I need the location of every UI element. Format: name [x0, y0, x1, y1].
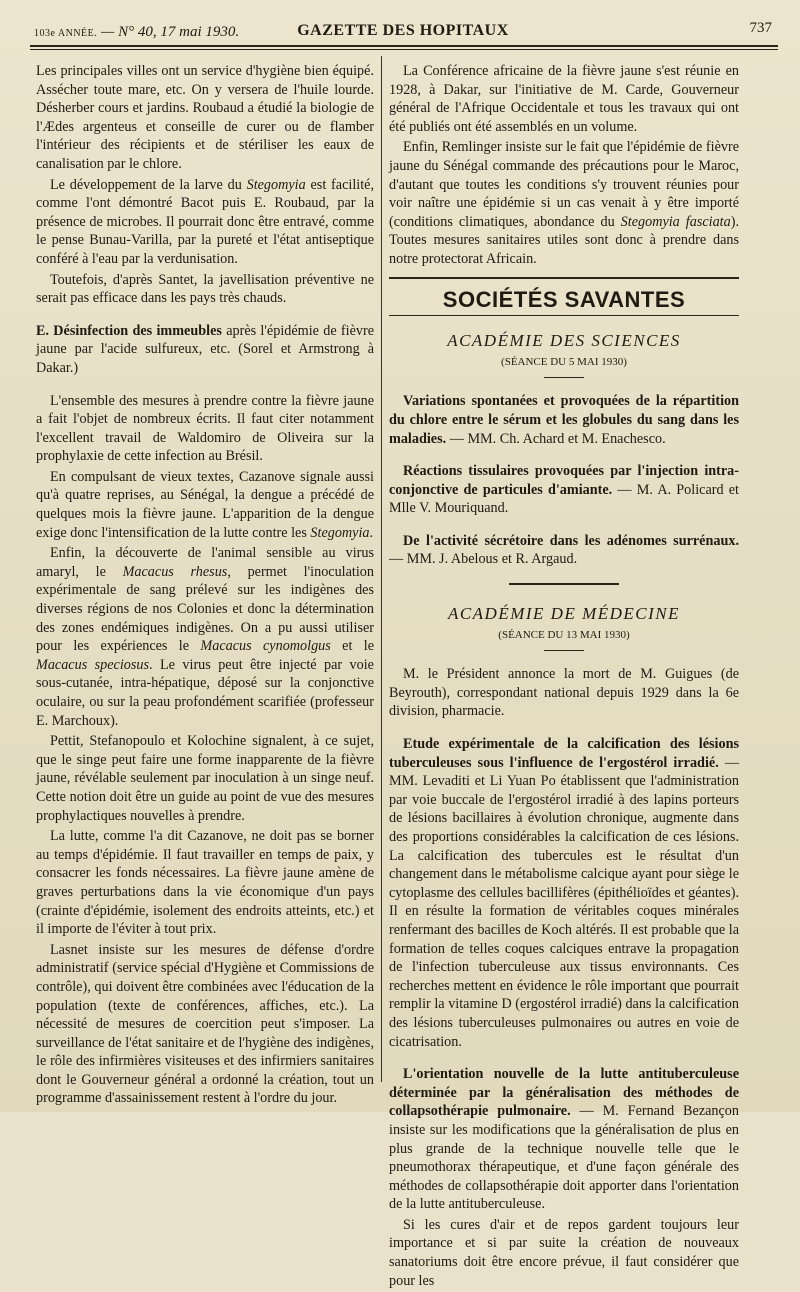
communication: Etude expérimentale de la calcification des lésions tuberculeuses sous l'influence de l'ergostérol irradié. — MM. Levaditi et Li Yuan Po établissent que l'administration par voie buccale de l'ergostérol irradié à des lapins porteurs de lésions bacillaires à évolution chronique, augmente dans des proportions considérables la calcification de ces lésions. La calcification des tubercules est le résultat d'un changement dans le métabolisme calcique ayant pour siège le cytoplasme des cellules bacillifères (épithélioïdes et géantes). Il en résulte la formation de véritables coques minérales renfermant des bacilles de Koch altérés. Il est probable que la formation de telles coques calciques entrave la propagation de l'infection tuberculeuse aux tissus environnants. Ces recherches mettent en évidence le rôle important que pourrait remplir la vitamine D (ergostérol irradié) dans la calcification des lésions tuberculeuses pulmonaires ou autres en voie de cicatrisation.	[389, 736, 740, 1050]
paragraph: Pettit, Stefanopoulo et Kolochine signalent, à ce sujet, que le singe peut faire une forme inapparente de la fièvre jaune, révélable seulement par inoculation à un singe neuf. Cette notion doit être un guide au point de vue des mesures prophylactiques nouvelles à prendre.	[36, 733, 374, 824]
communication: L'orientation nouvelle de la lutte antituberculeuse déterminée par la généralisation des méthodes de collapsothérapie pulmonaire. — M. Fernand Bezançon insiste sur les modifications que la généralisation de plus en plus grande de la technique nouvelle telle que le pneumothorax thérapeutique, et d'une façon générale des méthodes de collapsothérapie doit apporter dans l'orientation de la lutte antituberculeuse.	[389, 1066, 739, 1213]
mid-rule	[509, 583, 619, 585]
header-rule-thin	[30, 49, 778, 50]
section-heading-paragraph: E. Désinfection des immeubles après l'épidémie de fièvre jaune par l'acide sulfureux, etc. (Sorel et Armstrong à Dakar.)	[36, 322, 374, 376]
session-date: (SÉANCE DU 13 MAI 1930)	[498, 628, 630, 641]
journal-title: GAZETTE DES HOPITAUX	[297, 22, 509, 39]
communication: Variations spontanées et provoquées de la répartition du chlore entre le sérum et les globules du sang dans les maladies. — MM. Ch. Achard et M. Enachesco.	[389, 393, 739, 447]
academy-title: ACADÉMIE DES SCIENCES	[447, 331, 681, 351]
short-rule	[544, 650, 584, 651]
short-rule	[544, 377, 584, 378]
page-number: 737	[749, 20, 772, 36]
communication: M. le Président annonce la mort de M. Guigues (de Beyrouth), correspondant national depuis 1929 dans la 6e division, pharmacie.	[389, 666, 739, 720]
paragraph: Enfin, la découverte de l'animal sensible au virus amaryl, le Macacus rhesus, permet l'inoculation expérimentale de sang prélevé sur les indigènes des diverses régions de nos Colonies et donc la détermination des zones endémiques indigènes. On a pu aussi utiliser pour les expériences le Macacus cynomolgus et le Macacus speciosus. Le virus peut être injecté par voie sous-cutanée, intra-hépatique, déposé sur la conjonctive oculaire, ou sur la peau profondément scarifiée (professeur E. Marchoux).	[36, 545, 374, 729]
right-column	[389, 62, 739, 1292]
header-rule	[30, 45, 778, 47]
paragraph: L'ensemble des mesures à prendre contre la fièvre jaune a fait l'objet de nombreux écrits. Il faut citer notamment l'excellent travail de Waldomiro de Oliveira sur la prophylaxie de cette infection au Brésil.	[36, 392, 374, 465]
paragraph: En compulsant de vieux textes, Cazanove signale aussi qu'à quatre reprises, au Sénégal, la dengue a précédé de quelques mois la fièvre jaune. L'apparition de la dengue exige donc l'intensification de la lutte contre les Stegomyia.	[36, 468, 374, 541]
section-rule	[389, 277, 739, 279]
section-rule-thin	[389, 315, 739, 316]
paragraph: Le développement de la larve du Stegomyia est facilité, comme l'ont démontré Bacot puis E. Roubaud, par la présence de microbes. Il pourrait donc être entravé, comme le pense Bunau-Varilla, par la pureté et l'état antiseptique conféré à l'eau par la verdunisation.	[36, 176, 374, 267]
section-banner: SOCIÉTÉS SAVANTES	[442, 286, 686, 312]
paragraph: Lasnet insiste sur les mesures de défense d'ordre administratif (service spécial d'Hygiène et Commissions de contrôle), qui doivent être combinées avec l'éducation de la population (texte de conférences, affiches, etc.). La nécessité de mesures de coercition peut s'imposer. La surveillance de l'état sanitaire et de l'hygiène des indigènes, le rôle des infirmières visiteuses et des infirmiers sanitaires dont le Gouverneur général a ordonné la création, tout un programme d'assainissement restent à l'ordre du jour.	[36, 941, 374, 1107]
paragraph: La Conférence africaine de la fièvre jaune s'est réunie en 1928, à Dakar, sur l'initiative de M. Carde, Gouverneur général de l'Afrique Occidentale et tous les travaux qui ont été publiés ont été assemblés en un volume.	[389, 63, 739, 135]
page-header	[28, 14, 778, 44]
session-date: (SÉANCE DU 5 MAI 1930)	[501, 355, 627, 368]
paragraph: Toutefois, d'après Santet, la javellisation préventive ne serait pas efficace dans les pays très chauds.	[36, 271, 374, 307]
left-column	[36, 62, 374, 1110]
issue-number-date: — N° 40, 17 mai 1930.	[101, 24, 240, 40]
column-divider	[381, 56, 382, 1082]
paragraph: Enfin, Remlinger insiste sur le fait que l'épidémie de fièvre jaune du Sénégal commande des précautions pour le Maroc, d'autant que toutes les conditions s'y trouvent réunies pour voir naître une épidémie si un cas venait à y être importé (conditions climatiques, abondance du Stegomyia fasciata). Toutes mesures sanitaires utiles sont donc à prendre dans notre protectorat Africain.	[389, 139, 739, 267]
paragraph: Si les cures d'air et de repos gardent toujours leur importance et si par suite la création de nouveaux sanatoriums doit être encore prévue, il faut considérer que pour les	[389, 1216, 739, 1289]
paragraph: La lutte, comme l'a dit Cazanove, ne doit pas se borner au temps d'épidémie. Il faut travailler en temps de paix, y consacrer les fonds nécessaires. La fièvre jaune amène de graves perturbations dans la vie économique d'un pays (crainte d'épidémie, isolement des endroits atteints, etc.) et il importe de l'éviter à tout prix.	[36, 828, 374, 938]
year-label: 103e ANNÉE.	[34, 28, 98, 39]
academy-title: ACADÉMIE DE MÉDECINE	[447, 604, 681, 624]
communication: Réactions tissulaires provoquées par l'injection intra-conjonctive de particules d'amiante. — M. A. Policard et Mlle V. Mouriquand.	[389, 463, 739, 517]
paragraph: Les principales villes ont un service d'hygiène bien équipé. Assécher toute mare, etc. On y versera de l'huile lourde. Désherber cours et jardins. Roubaud a étudié la biologie de l'Ædes argenteus et conseille de curer ou de flamber l'intérieur des récipients et de stériliser les eaux de canalisation par le chlore.	[36, 63, 374, 172]
communication: De l'activité sécrétoire dans les adénomes surrénaux. — MM. J. Abelous et R. Argaud.	[389, 532, 739, 568]
